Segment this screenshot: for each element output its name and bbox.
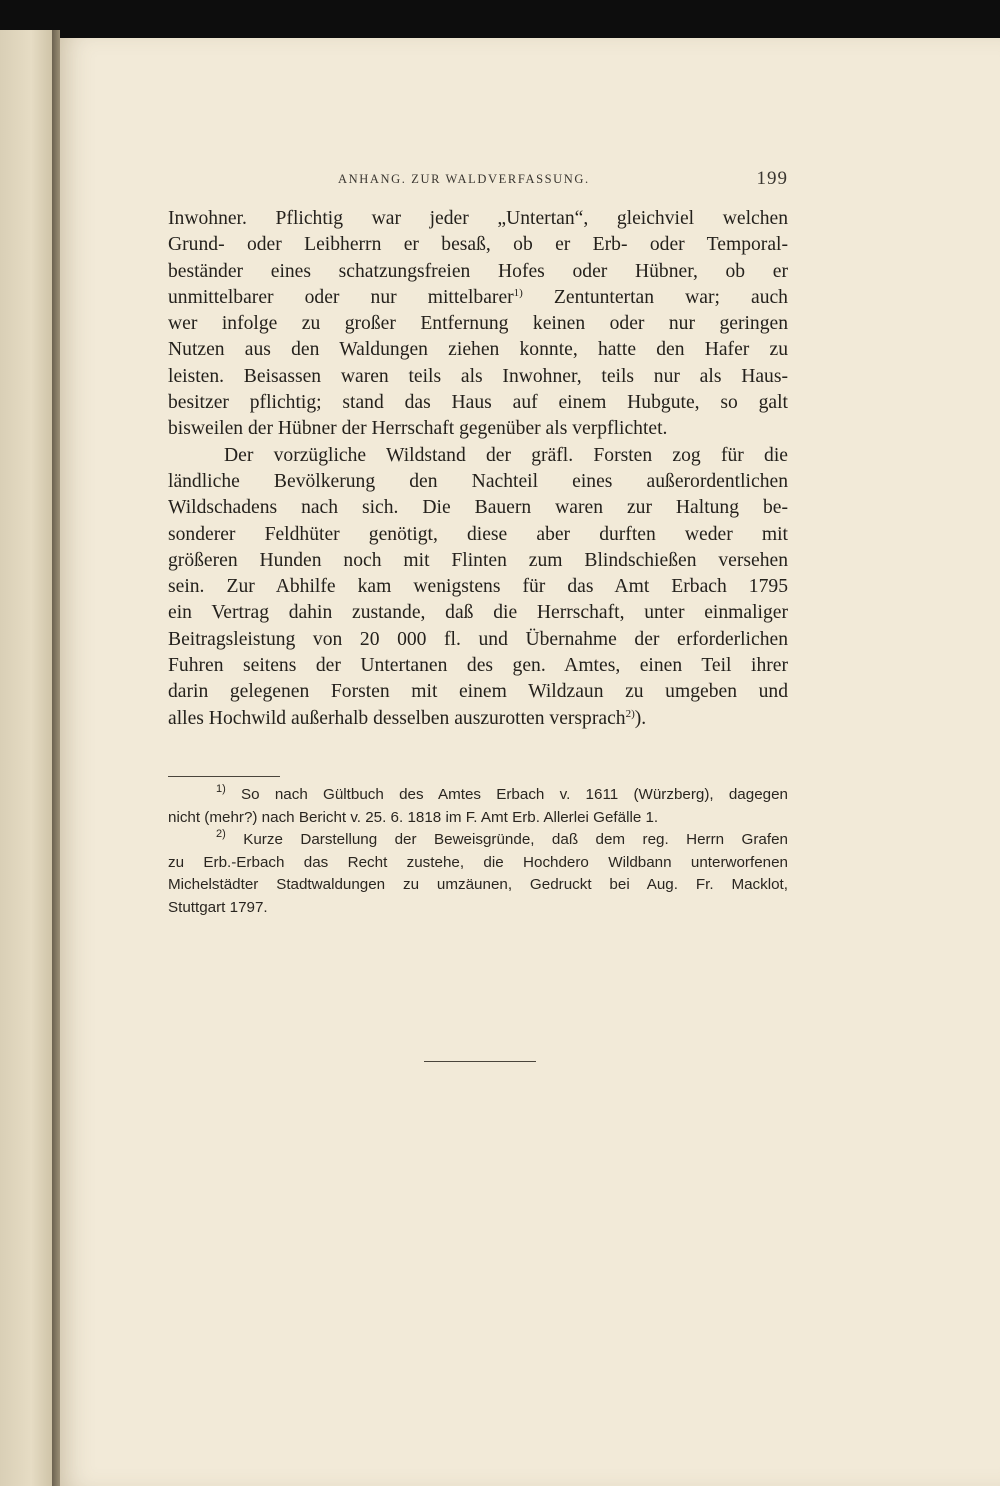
- footnote-rule: [168, 776, 280, 777]
- text-line: Nutzen aus den Waldungen ziehen konnte, hatte den Hafer zu: [168, 339, 788, 361]
- text-line: bisweilen der Hübner der Herrschaft gegenüber als verpflichtet.: [168, 418, 668, 440]
- text-line: Beitragsleistung von 20 000 fl. und Übernahme der erforderlichen: [168, 628, 788, 650]
- text-line-with-footnote: [168, 706, 788, 732]
- footnote-ref-2: 2): [625, 707, 635, 720]
- text-fragment: unmittelbarer oder nur mittelbarer: [168, 286, 514, 308]
- book-gutter: [52, 30, 60, 1486]
- text-line: ein Vertrag dahin zustande, daß die Herrschaft, unter einmaliger: [168, 602, 788, 624]
- text-line: beständer eines schatzungsfreien Hofes oder Hübner, ob er: [168, 260, 788, 282]
- text-line: Wildschadens nach sich. Die Bauern waren zur Haltung be-: [168, 497, 788, 519]
- left-page-edge: [0, 30, 52, 1486]
- text-fragment: ).: [634, 707, 647, 729]
- text-line: leisten. Beisassen waren teils als Inwohner, teils nur als Haus-: [168, 365, 788, 387]
- text-line: sein. Zur Abhilfe kam wenigstens für das Amt Erbach 1795: [168, 576, 788, 598]
- paragraph-2: [168, 443, 788, 732]
- text-line: Inwohner. Pflichtig war jeder „Untertan“, gleichviel welchen: [168, 208, 788, 229]
- paragraph-1: [168, 206, 788, 443]
- footnote-text: Kurze Darstellung der Beweisgründe, daß dem reg. Herrn Grafen: [243, 831, 788, 849]
- footnote-text: So nach Gültbuch des Amtes Erbach v. 1611 (Würzberg), dagegen: [241, 786, 788, 803]
- text-line: darin gelegenen Forsten mit einem Wildzaun zu umgeben und: [168, 681, 788, 703]
- text-line: Der vorzügliche Wildstand der gräfl. Forsten zog für die: [224, 444, 788, 466]
- body-text: [168, 206, 788, 732]
- footnote-ref-1: 1): [513, 286, 523, 299]
- footnote-2-line: Michelstädter Stadtwaldungen zu umzäunen, Gedruckt bei Aug. Fr. Macklot,: [168, 876, 788, 894]
- footnote-2-line: zu Erb.-Erbach das Recht zustehe, die Hochdero Wildbann unterworfenen: [168, 853, 788, 871]
- end-rule: [424, 1061, 536, 1062]
- footnote-mark-1: 1): [216, 783, 226, 795]
- text-fragment: alles Hochwild außerhalb desselben auszurotten versprach: [168, 707, 626, 729]
- text-line: größeren Hunden noch mit Flinten zum Blindschießen versehen: [168, 549, 788, 571]
- text-line: wer infolge zu großer Entfernung keinen oder nur geringen: [168, 313, 788, 335]
- text-line: Fuhren seitens der Untertanen des gen. Amtes, einen Teil ihrer: [168, 655, 788, 677]
- text-line: besitzer pflichtig; stand das Haus auf einem Hubgute, so galt: [168, 392, 788, 414]
- text-line: ländliche Bevölkerung den Nachteil eines außerordentlichen: [168, 470, 788, 492]
- footnote-mark-2: 2): [216, 828, 226, 841]
- footnote-2-line: [168, 829, 788, 852]
- footnote-2-line: Stuttgart 1797.: [168, 898, 268, 916]
- footnotes: [168, 784, 788, 920]
- footnote-1-line: nicht (mehr?) nach Bericht v. 25. 6. 1818 im F. Amt Erb. Allerlei Gefälle 1.: [168, 808, 659, 826]
- page-header: [338, 168, 788, 198]
- text-line-with-footnote: [168, 285, 788, 311]
- running-head: ANHANG. ZUR WALDVERFASSUNG.: [338, 172, 590, 186]
- footnote-1-line: [168, 784, 788, 807]
- page-number: 199: [756, 168, 788, 189]
- text-fragment: Zentuntertan war; auch: [553, 286, 788, 308]
- text-line: sonderer Feldhüter genötigt, diese aber durften weder mit: [168, 523, 788, 545]
- text-line: Grund- oder Leibherrn er besaß, ob er Erb- oder Temporal-: [168, 234, 788, 256]
